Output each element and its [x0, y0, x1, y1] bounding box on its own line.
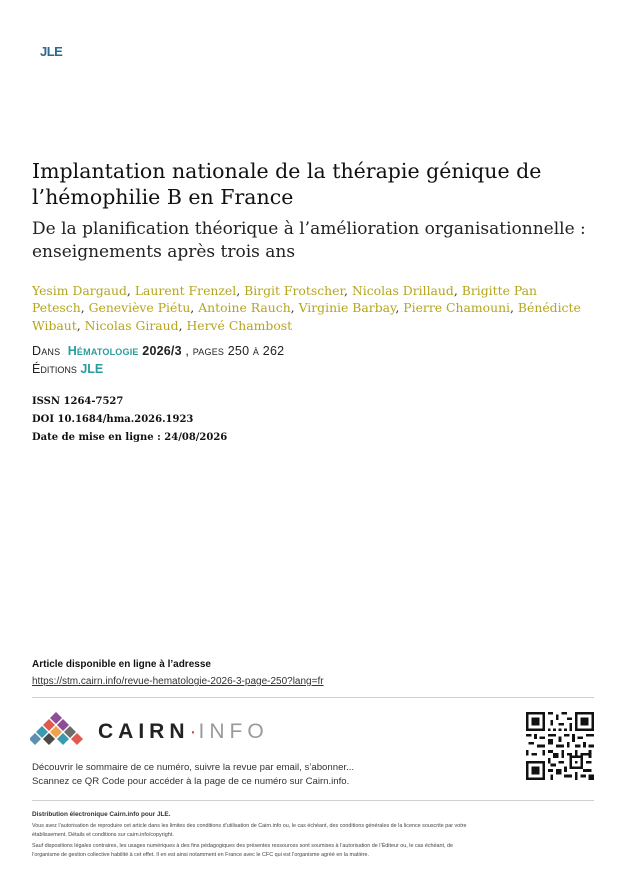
issue-number: 2026/3	[142, 344, 182, 358]
article-subtitle: De la planification théorique à l’amélioration organisationnelle : enseignements après trois ans	[32, 219, 586, 262]
author-link[interactable]: Pierre Chamouni	[403, 300, 511, 316]
availability-label: Article disponible en ligne à l’adresse	[32, 659, 211, 670]
divider	[32, 697, 594, 698]
author-link[interactable]: Brigitte Pan Petesch	[32, 283, 537, 316]
page-range: , pages 250 à 262	[185, 344, 285, 358]
author-link[interactable]: Birgit Frotscher	[244, 283, 345, 298]
journal-link[interactable]: Hématologie	[67, 344, 139, 358]
author-link[interactable]: Bénédicte Wibaut	[32, 300, 581, 333]
dans-label: Dans	[32, 344, 61, 358]
scan-text: Scannez ce QR Code pour accéder à la page de ce numéro sur Cairn.info.	[32, 776, 350, 787]
issn: ISSN 1264-7527	[32, 396, 124, 407]
article-url-link[interactable]: https://stm.cairn.info/revue-hematologie-2026-3-page-250?lang=fr	[32, 676, 324, 687]
copyright-line: l’organisme de gestion collective habilité à cet effet. Il en est ainsi notamment en France avec le CFC qui est l’organisme agréé en la matière.	[32, 852, 369, 858]
jle-logo: JLE	[40, 44, 63, 59]
divider	[32, 800, 594, 801]
author-link[interactable]: Hervé Chambost	[186, 317, 293, 333]
discover-text: Découvrir le sommaire de ce numéro, suivre la revue par email, s’abonner...	[32, 762, 355, 773]
online-date: Date de mise en ligne : 24/08/2026	[32, 432, 228, 443]
editions-line	[32, 362, 103, 376]
author-link[interactable]: Yesim Dargaud	[32, 283, 127, 298]
article-title: Implantation nationale de la thérapie génique de l’hémophilie B en France	[32, 159, 542, 209]
qr-code-icon[interactable]	[526, 712, 594, 780]
cairn-logo-icon	[30, 710, 92, 746]
copyright-line: Vous avez l’autorisation de reproduire cet article dans les limites des conditions d’utilisation de Cairn.info ou, le cas échéant, des conditions générales de la licence souscrite par votre	[32, 823, 467, 829]
author-link[interactable]: Geneviève Piétu	[88, 300, 191, 316]
doi: DOI 10.1684/hma.2026.1923	[32, 414, 194, 425]
copyright-line: Sauf dispositions légales contraires, les usages numériques à des fins pédagogiques des présentes ressources sont soumises à l’autorisation de l’Éditeur ou, le cas échéant, de	[32, 843, 454, 849]
author-link[interactable]: Virginie Barbay	[298, 300, 396, 316]
author-link[interactable]: Antoine Rauch	[198, 300, 291, 316]
author-list: Yesim Dargaud, Laurent Frenzel, Birgit Frotscher, Nicolas Drillaud, Brigitte Pan Petesch, Geneviève Piétu, Antoine Rauch, Virginie Barbay, Pierre Chamouni, Bénédicte Wibaut, Nicolas Giraud, Hervé Chambost	[32, 283, 581, 333]
source-line	[32, 344, 284, 358]
copyright-line: établissement. Détails et conditions sur cairn.info/copyright.	[32, 832, 174, 838]
publisher-link[interactable]: JLE	[80, 362, 104, 376]
cairn-wordmark: CAIRN·INFO	[98, 720, 269, 743]
author-link[interactable]: Laurent Frenzel	[134, 283, 237, 298]
author-link[interactable]: Nicolas Giraud	[84, 317, 179, 333]
distribution-title: Distribution électronique Cairn.info pour JLE.	[32, 811, 171, 818]
editions-label: Éditions	[32, 362, 77, 376]
author-link[interactable]: Nicolas Drillaud	[351, 283, 454, 298]
